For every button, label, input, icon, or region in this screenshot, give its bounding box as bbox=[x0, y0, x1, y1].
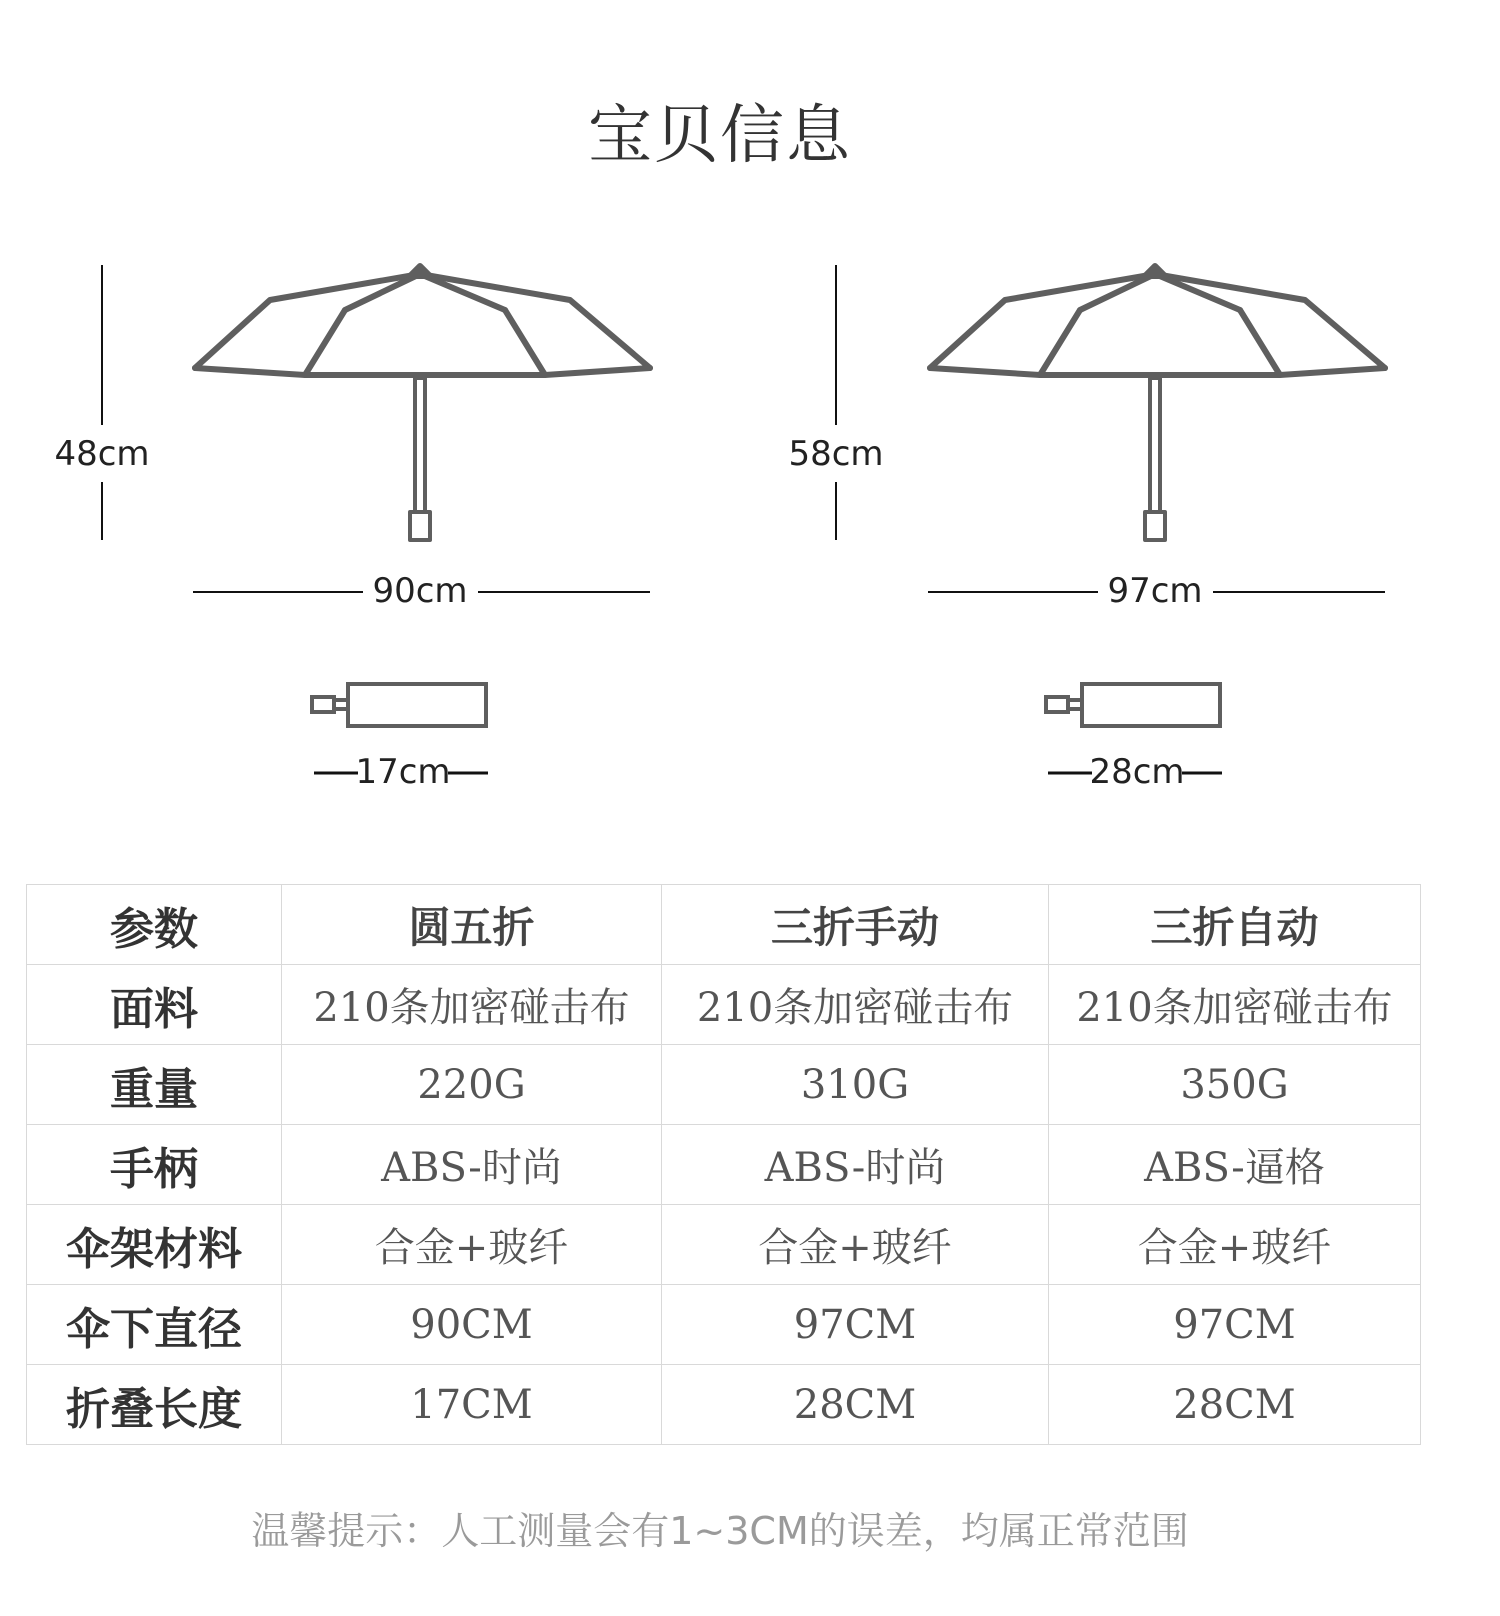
table-row-weight bbox=[27, 1045, 1421, 1125]
row-label: 手柄 bbox=[27, 1125, 282, 1205]
table-row-frame-material bbox=[27, 1205, 1421, 1285]
table-cell: 合金+玻纤 bbox=[662, 1205, 1049, 1285]
table-cell: 310G bbox=[662, 1045, 1049, 1125]
table-cell: 17CM bbox=[282, 1365, 662, 1445]
header-cell-three-fold-manual: 三折手动 bbox=[662, 885, 1049, 965]
row-label: 伞架材料 bbox=[27, 1205, 282, 1285]
table-cell: 350G bbox=[1049, 1045, 1421, 1125]
height-label: 58cm bbox=[788, 434, 884, 474]
umbrella-diagram-round-five-fold bbox=[54, 265, 650, 792]
table-row-folded-length bbox=[27, 1365, 1421, 1445]
table-row-diameter bbox=[27, 1285, 1421, 1365]
measurement-note: 温馨提示：人工测量会有1~3CM的误差，均属正常范围 bbox=[251, 1509, 1189, 1553]
table-cell: 合金+玻纤 bbox=[282, 1205, 662, 1285]
table-cell: 28CM bbox=[1049, 1365, 1421, 1445]
table-cell: 210条加密碰击布 bbox=[282, 965, 662, 1045]
height-label: 48cm bbox=[54, 434, 150, 474]
open-umbrella-icon bbox=[195, 266, 650, 540]
table-cell: ABS-时尚 bbox=[282, 1125, 662, 1205]
table-cell: 90CM bbox=[282, 1285, 662, 1365]
folded-label: 28cm bbox=[1089, 752, 1185, 792]
row-label: 折叠长度 bbox=[27, 1365, 282, 1445]
table-cell: ABS-逼格 bbox=[1049, 1125, 1421, 1205]
folded-umbrella-icon bbox=[1046, 684, 1220, 726]
table-cell: 220G bbox=[282, 1045, 662, 1125]
table-cell: 合金+玻纤 bbox=[1049, 1205, 1421, 1285]
folded-umbrella-icon bbox=[312, 684, 486, 726]
header-cell-three-fold-auto: 三折自动 bbox=[1049, 885, 1421, 965]
row-label: 重量 bbox=[27, 1045, 282, 1125]
width-label: 90cm bbox=[372, 571, 468, 611]
table-cell: 97CM bbox=[662, 1285, 1049, 1365]
table-row-handle bbox=[27, 1125, 1421, 1205]
header-cell-param: 参数 bbox=[27, 885, 282, 965]
table-cell: 97CM bbox=[1049, 1285, 1421, 1365]
table-row-fabric bbox=[27, 965, 1421, 1045]
table-cell: 210条加密碰击布 bbox=[1049, 965, 1421, 1045]
table-cell: ABS-时尚 bbox=[662, 1125, 1049, 1205]
header-cell-round-five-fold: 圆五折 bbox=[282, 885, 662, 965]
row-label: 面料 bbox=[27, 965, 282, 1045]
table-cell: 210条加密碰击布 bbox=[662, 965, 1049, 1045]
spec-table bbox=[26, 884, 1421, 1445]
umbrella-diagram-three-fold bbox=[788, 265, 1385, 792]
table-cell: 28CM bbox=[662, 1365, 1049, 1445]
table-header-row bbox=[27, 885, 1421, 965]
open-umbrella-icon bbox=[930, 266, 1385, 540]
folded-label: 17cm bbox=[355, 752, 451, 792]
page-title: 宝贝信息 bbox=[588, 99, 852, 173]
width-label: 97cm bbox=[1107, 571, 1203, 611]
row-label: 伞下直径 bbox=[27, 1285, 282, 1365]
